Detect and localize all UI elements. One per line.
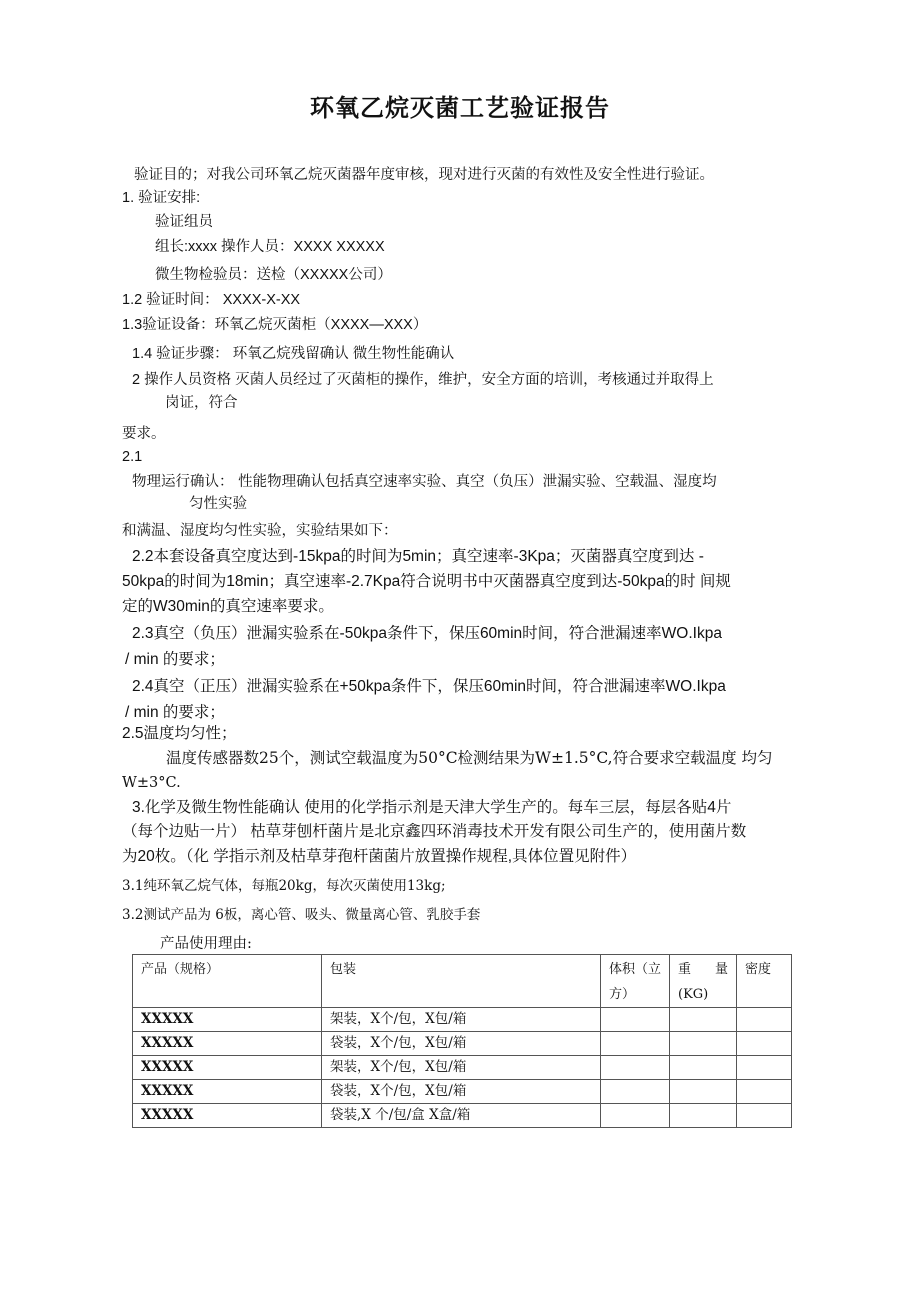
vacuum-rate-line-1: 2.2本套设备真空度达到-15kpa的时间为5min；真空速率-3Kpa；灭菌器真空度到达 - <box>132 548 704 565</box>
vacuum-rate-line-3: 定的W30min的真空速率要求。 <box>122 598 334 615</box>
table-row <box>133 1032 792 1056</box>
positive-leak-line-1: 2.4真空（正压）泄漏实验系在+50kpa条件下，保压60min时间，符合泄漏速率WO.Ikpa <box>132 678 726 695</box>
verify-time-line: 1.2 验证时间： XXXX-X-XX <box>122 292 301 308</box>
cell-weight <box>670 1032 737 1056</box>
chemical-micro-line-2: （每个边贴一片） 枯草芽刨杆菌片是北京鑫四环消毒技术开发有限公司生产的，使用菌片数 <box>122 823 747 840</box>
cell-package: 袋装，X个/包，X包/箱 <box>322 1032 601 1056</box>
section-2-1-number: 2.1 <box>122 449 143 465</box>
cell-volume <box>601 1056 670 1080</box>
section-1-heading: 1. 验证安排: <box>122 190 201 206</box>
header-volume-line-2: 方） <box>609 987 636 1002</box>
header-package: 包装 <box>322 955 601 1008</box>
table-row <box>133 1008 792 1032</box>
table-row <box>133 1056 792 1080</box>
requirement-line: 要求。 <box>122 426 166 442</box>
temperature-sensor-cont: W±3°C. <box>122 775 181 791</box>
verify-steps-line: 1.4 验证步骤： 环氧乙烷残留确认 微生物性能确认 <box>132 346 455 362</box>
cell-package: 袋装，X个/包，X包/箱 <box>322 1080 601 1104</box>
cell-volume <box>601 1008 670 1032</box>
physical-confirm-result: 和满温、湿度均匀性实验，实验结果如下： <box>122 523 398 539</box>
temperature-uniformity-heading: 2.5温度均匀性； <box>122 725 237 742</box>
cell-package: 架装，X个/包，X包/箱 <box>322 1008 601 1032</box>
group-members-label: 验证组员 <box>155 214 213 230</box>
cell-density <box>737 1056 792 1080</box>
cell-weight <box>670 1008 737 1032</box>
table-row <box>133 1080 792 1104</box>
negative-leak-line-2: / min 的要求； <box>125 651 225 668</box>
header-weight-char-1: 重 <box>678 962 692 977</box>
cell-density <box>737 1080 792 1104</box>
operator-qualification-line: 2 操作人员资格 灭菌人员经过了灭菌柜的操作，维护，安全方面的培训，考核通过并取得上 <box>132 372 714 388</box>
operator-qualification-cont: 岗证，符合 <box>165 395 238 411</box>
purpose-line: 验证目的；对我公司环氧乙烷灭菌器年度审核，现对进行灭菌的有效性及安全性进行验证。 <box>134 167 714 183</box>
cell-volume <box>601 1104 670 1128</box>
verify-equipment-line: 1.3验证设备：环氧乙烷灭菌柜（XXXX—XXX） <box>122 317 428 333</box>
physical-confirm-cont: 匀性实验 <box>189 496 247 512</box>
header-volume <box>601 955 670 1008</box>
table-row <box>133 1104 792 1128</box>
header-weight-unit: (KG) <box>678 987 709 1002</box>
cell-volume <box>601 1032 670 1056</box>
product-reason-label: 产品使用理由: <box>160 936 252 952</box>
cell-product: XXXXX <box>133 1056 322 1080</box>
cell-product: XXXXX <box>133 1080 322 1104</box>
vacuum-rate-line-2: 50kpa的时间为18min；真空速率-2.7Kpa符合说明书中灭菌器真空度到达-50kpa的时 间规 <box>122 573 731 590</box>
header-weight-top <box>678 957 728 982</box>
header-product: 产品（规格） <box>133 955 322 1008</box>
chemical-micro-line-1: 3.化学及微生物性能确认 使用的化学指示剂是天津大学生产的。每车三层，每层各贴4片 <box>132 799 732 816</box>
document-title: 环氧乙烷灭菌工艺验证报告 <box>310 94 610 122</box>
gas-usage-line: 3.1纯环氧乙烷气体，每瓶20kg，每次灭菌使用13kg; <box>122 878 446 894</box>
product-table <box>132 954 792 1128</box>
temperature-sensor-line: 温度传感器数25个，测试空载温度为50°C检测结果为W±1.5°C,符合要求空载温度 均匀 <box>166 749 773 767</box>
header-volume-line-1: 体积（立 <box>609 962 662 977</box>
cell-product: XXXXX <box>133 1008 322 1032</box>
cell-weight <box>670 1056 737 1080</box>
cell-volume <box>601 1080 670 1104</box>
cell-package: 袋装,X 个/包/盒 X盒/箱 <box>322 1104 601 1128</box>
cell-weight <box>670 1080 737 1104</box>
negative-leak-line-1: 2.3真空（负压）泄漏实验系在-50kpa条件下，保压60min时间，符合泄漏速率WO.Ikpa <box>132 625 722 642</box>
cell-package: 架装，X个/包，X包/箱 <box>322 1056 601 1080</box>
header-density: 密度 <box>737 955 792 1008</box>
cell-product: XXXXX <box>133 1104 322 1128</box>
positive-leak-line-2: / min 的要求； <box>125 704 225 721</box>
chemical-micro-line-3: 为20枚。（化 学指示剂及枯草芽孢杆菌菌片放置操作规程,具体位置见附件） <box>122 848 637 865</box>
header-weight-char-2: 量 <box>714 962 728 977</box>
table-header-row <box>133 955 792 1008</box>
cell-density <box>737 1032 792 1056</box>
test-product-line: 3.2测试产品为 6板，离心管、吸头、微量离心管、乳胶手套 <box>122 907 481 923</box>
header-weight <box>670 955 737 1008</box>
cell-density <box>737 1104 792 1128</box>
team-leader-line: 组长:xxxx 操作人员：XXXX XXXXX <box>155 239 385 255</box>
micro-inspector-line: 微生物检验员：送检（XXXXX公司） <box>155 267 392 283</box>
cell-weight <box>670 1104 737 1128</box>
cell-density <box>737 1008 792 1032</box>
cell-product: XXXXX <box>133 1032 322 1056</box>
physical-confirm-line: 物理运行确认： 性能物理确认包括真空速率实验、真空（负压）泄漏实验、空载温、湿度均 <box>132 474 717 490</box>
